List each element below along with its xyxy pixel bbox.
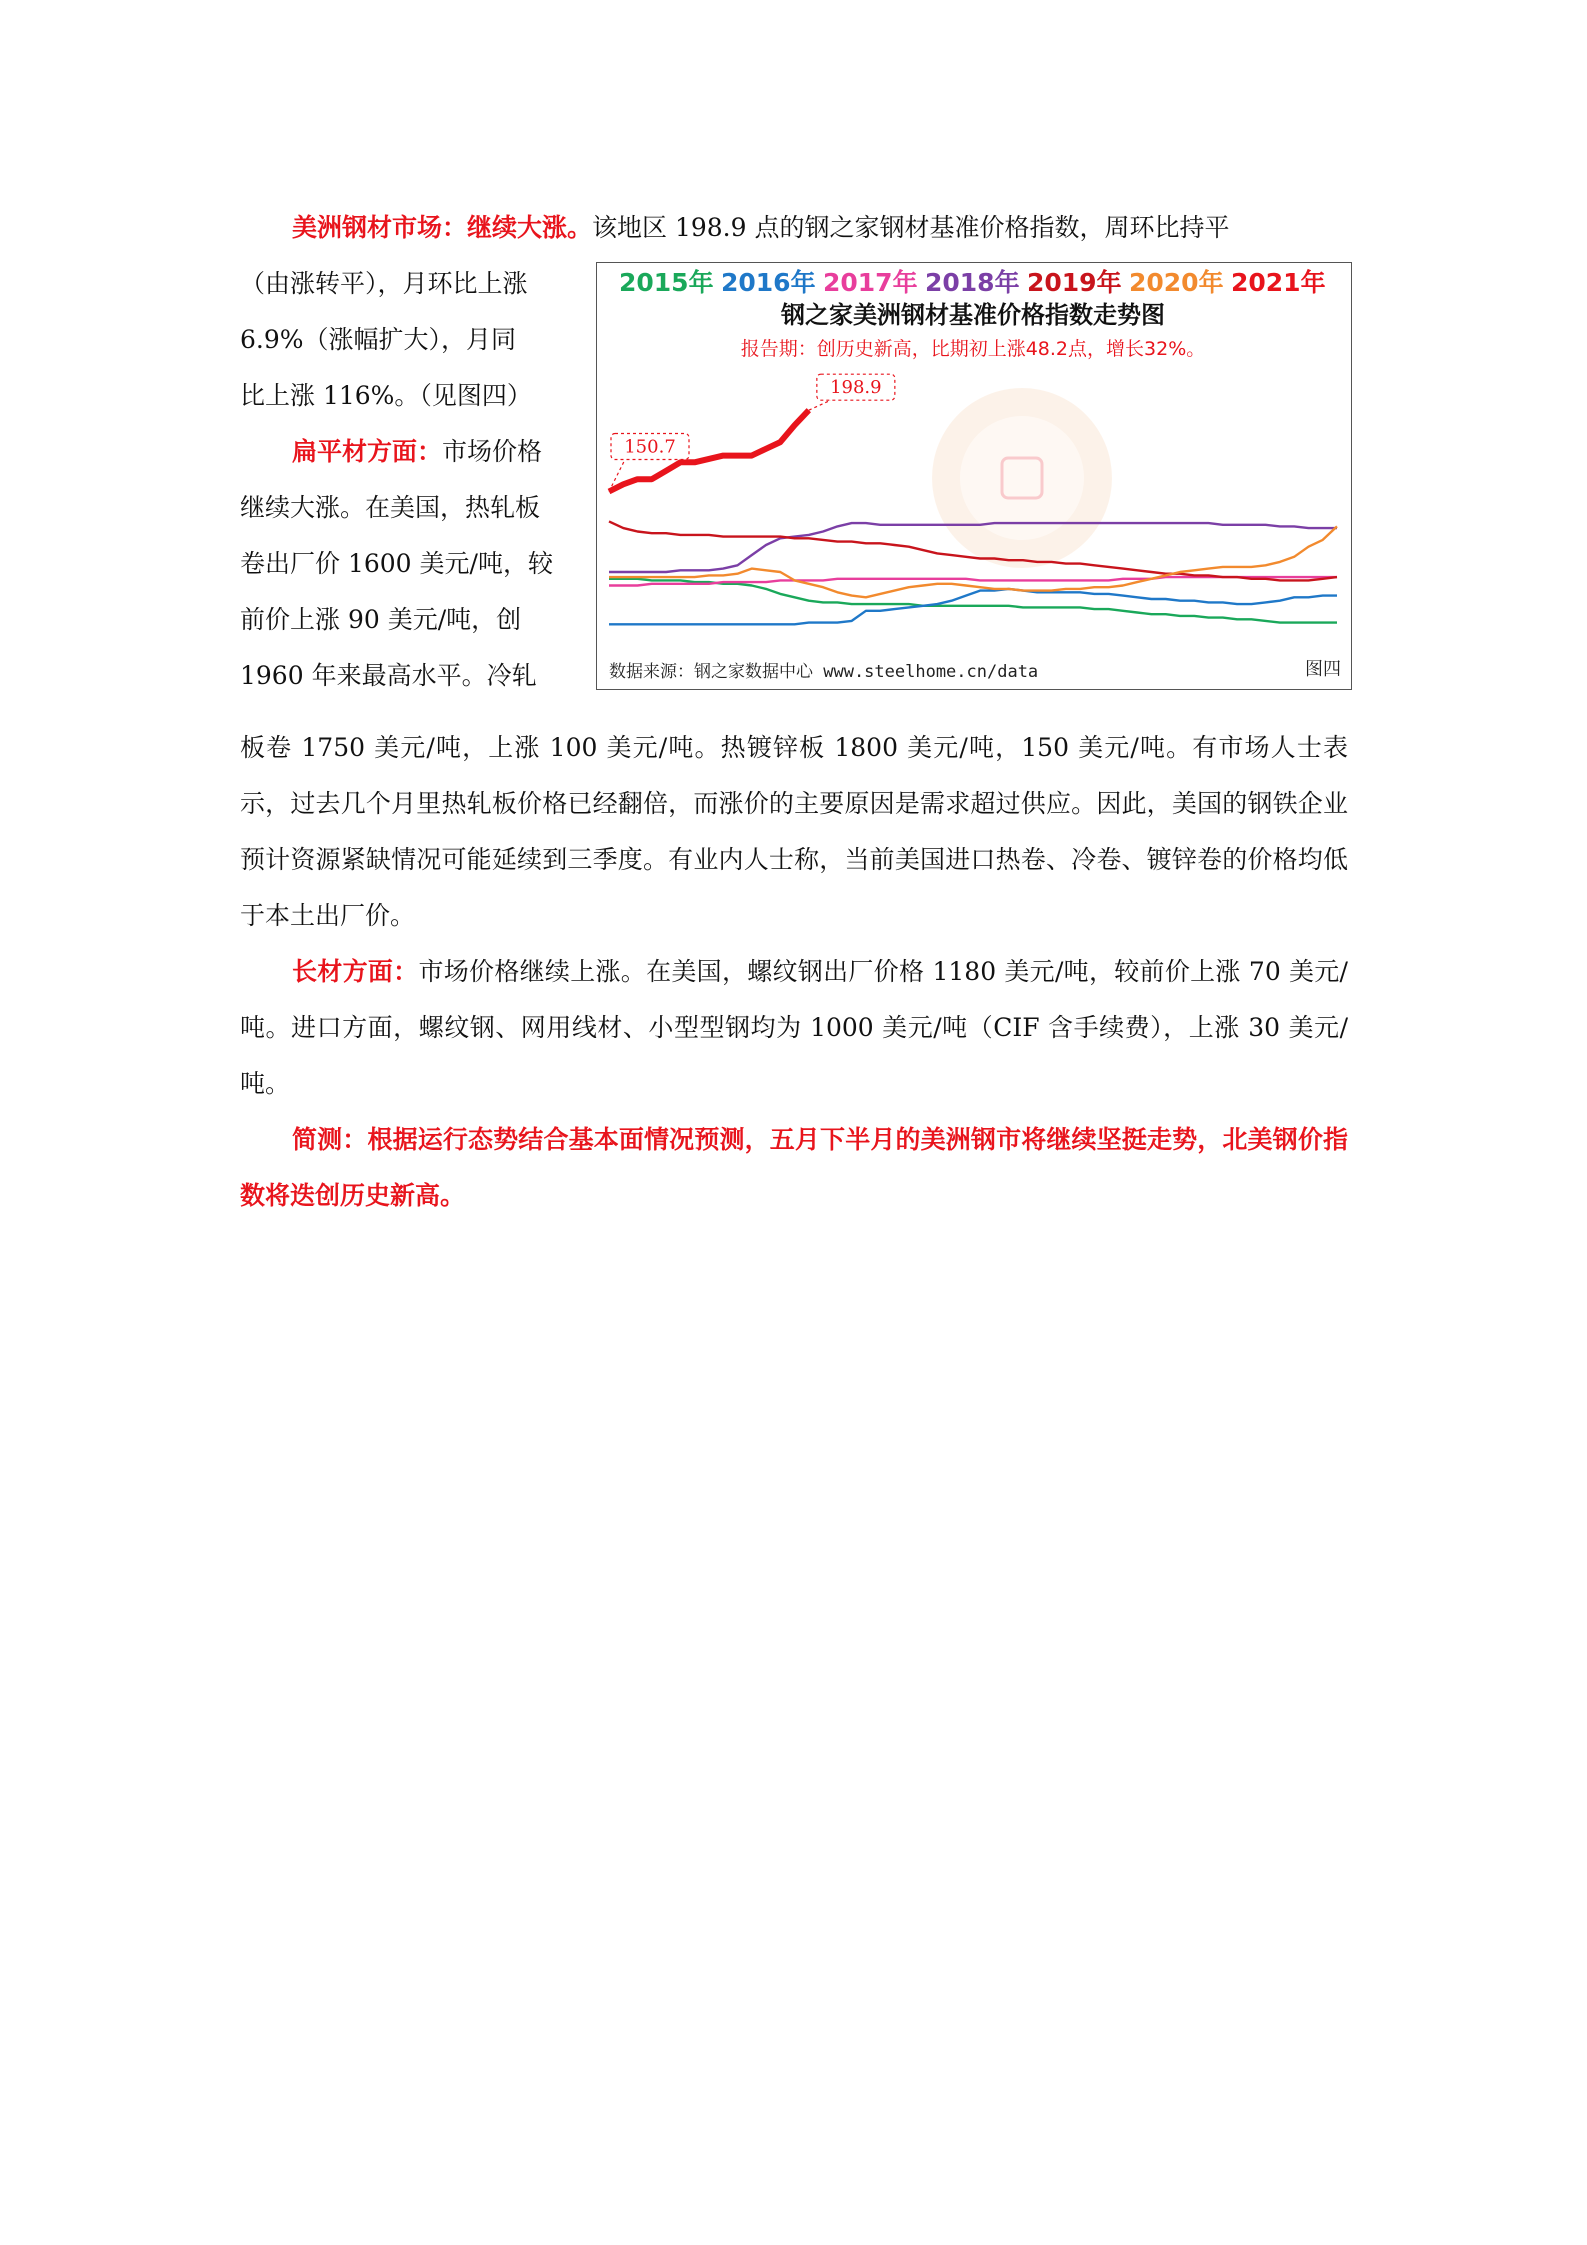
section-lead-long: 长材方面： — [292, 957, 419, 986]
left-text-column — [240, 256, 570, 704]
year-label: 2016年 — [721, 268, 816, 297]
chart-svg — [597, 263, 1350, 688]
paragraph-text: 市场价格继续上涨。在美国，螺纹钢出厂价格 1180 美元/吨，较前价上涨 70 美元/吨。进口方面，螺纹钢、网用线材、小型型钢均为 1000 美元/吨（CIF 含手续费），上涨 30 美元/吨。 — [240, 957, 1348, 1098]
text-line: 1960 年来最高水平。冷轧 — [240, 661, 537, 690]
text-line: 继续大涨。在美国，热轧板 — [240, 493, 541, 522]
text-with-figure — [240, 256, 1348, 720]
text-fragment: 市场价格 — [442, 437, 543, 466]
data-annotation — [809, 374, 895, 410]
year-label: 2020年 — [1129, 268, 1224, 297]
svg-text:198.9: 198.9 — [830, 377, 882, 399]
year-label: 2021年 — [1231, 268, 1326, 297]
price-index-chart — [596, 262, 1352, 690]
section-lead-forecast: 简测： — [292, 1125, 368, 1154]
text-line: 比上涨 116%。（见图四） — [240, 381, 532, 410]
chart-year-labels — [619, 268, 1326, 297]
section-lead-flat: 扁平材方面： — [292, 437, 443, 466]
paragraph-long-products — [240, 944, 1348, 1112]
document-body — [240, 200, 1348, 1224]
paragraph-forecast — [240, 1112, 1348, 1224]
text-line: 前价上涨 90 美元/吨，创 — [240, 605, 522, 634]
chart-annotations — [609, 374, 895, 491]
paragraph-flat-rest: 板卷 1750 美元/吨，上涨 100 美元/吨。热镀锌板 1800 美元/吨，150 美元/吨。有市场人士表示，过去几个月里热轧板价格已经翻倍，而涨价的主要原因是需求超过供应。因此，美国的钢铁企业预计资源紧缺情况可能延续到三季度。有业内人士称，当前美国进口热卷、冷卷、镀锌卷的价格均低于本土出厂价。 — [240, 733, 1348, 930]
chart-source: 数据来源：钢之家数据中心 www.steelhome.cn/data — [609, 662, 1039, 682]
paragraph-americas-market — [240, 200, 1348, 256]
year-label: 2019年 — [1027, 268, 1122, 297]
text-line — [240, 424, 570, 480]
year-label: 2018年 — [925, 268, 1020, 297]
text-line: 6.9%（涨幅扩大），月同 — [240, 325, 517, 354]
text-line: 卷出厂价 1600 美元/吨，较 — [240, 549, 553, 578]
watermark-logo — [932, 388, 1112, 568]
year-label: 2017年 — [823, 268, 918, 297]
svg-text:150.7: 150.7 — [624, 436, 676, 458]
year-label: 2015年 — [619, 268, 714, 297]
text-line: （由涨转平），月环比上涨 — [240, 269, 528, 298]
chart-figure-label: 图四 — [1305, 659, 1341, 680]
forecast-text: 根据运行态势结合基本面情况预测，五月下半月的美洲钢市将继续坚挺走势，北美钢价指数将迭创历史新高。 — [240, 1125, 1348, 1210]
paragraph-text: 该地区 198.9 点的钢之家钢材基准价格指数，周环比持平 — [592, 213, 1230, 242]
section-lead-americas: 美洲钢材市场：继续大涨。 — [292, 213, 593, 242]
chart-title: 钢之家美洲钢材基准价格指数走势图 — [781, 301, 1165, 329]
chart-subtitle: 报告期：创历史新高，比期初上涨48.2点，增长32%。 — [740, 338, 1206, 360]
